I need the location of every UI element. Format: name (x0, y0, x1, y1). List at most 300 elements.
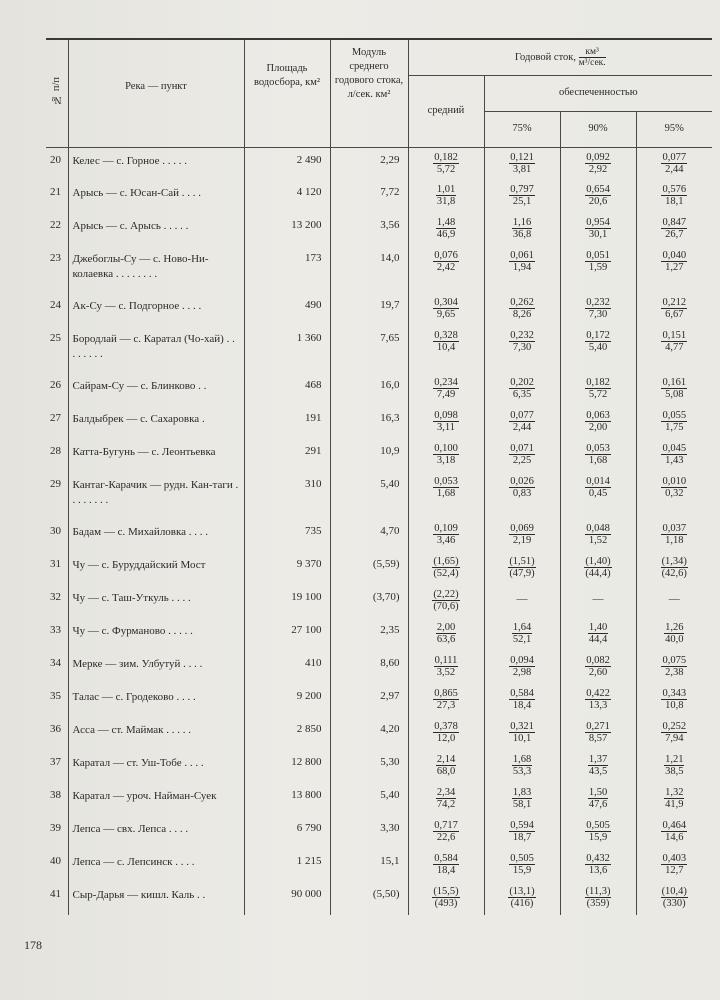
river-station: Лепса — с. Лепсинск . . . . (68, 849, 244, 882)
header-mean: средний (408, 75, 484, 147)
runoff-fraction (588, 754, 608, 777)
runoff-volume-km3: 0,321 (510, 721, 534, 732)
runoff-discharge-m3s: 27,3 (436, 700, 456, 711)
runoff-discharge-m3s: (42,6) (661, 568, 687, 579)
runoff-volume-km3: 0,053 (434, 476, 458, 487)
table-row (46, 246, 712, 293)
runoff-discharge-m3s: 3,11 (437, 422, 455, 433)
runoff-volume-km3: 0,212 (662, 297, 687, 308)
runoff-fraction (585, 377, 611, 400)
runoff-fraction (661, 297, 687, 320)
row-number: 28 (50, 445, 61, 457)
runoff-fraction (661, 152, 687, 175)
runoff-discharge-m3s: 0,32 (665, 488, 684, 499)
runoff-discharge-m3s: 1,75 (665, 422, 684, 433)
runoff-discharge-m3s: 6,67 (665, 309, 684, 320)
runoff-mean (408, 326, 484, 373)
runoff-p95 (636, 684, 712, 717)
runoff-discharge-m3s: 2,38 (665, 667, 684, 678)
runoff-volume-km3: 0,098 (434, 410, 458, 421)
runoff-volume-km3: 0,053 (586, 443, 610, 454)
runoff-volume-km3: 0,584 (434, 853, 458, 864)
runoff-fraction (585, 886, 612, 909)
runoff-fraction (509, 853, 535, 876)
runoff-volume-km3: 0,262 (510, 297, 534, 308)
runoff-volume-km3: 0,151 (662, 330, 687, 341)
runoff-volume-km3: (13,1) (509, 886, 535, 897)
runoff-p95 (636, 373, 712, 406)
runoff-discharge-m3s: (330) (662, 898, 686, 909)
runoff-discharge-m3s: 38,5 (665, 766, 684, 777)
runoff-fraction (588, 787, 608, 810)
runoff-fraction (436, 754, 456, 777)
header-area: Площадь водосбора, км² (244, 39, 330, 147)
runoff-fraction (585, 721, 611, 744)
runoff-fraction (432, 556, 459, 579)
runoff-fraction (661, 820, 687, 843)
runoff-discharge-m3s: 3,52 (436, 667, 456, 678)
runoff-fraction (664, 754, 684, 777)
runoff-fraction (509, 250, 535, 273)
runoff-volume-km3: 0,182 (586, 377, 610, 388)
runoff-discharge-m3s: 0,83 (512, 488, 532, 499)
runoff-fraction (661, 886, 688, 909)
runoff-p90 (560, 406, 636, 439)
runoff-volume-km3: 0,061 (510, 250, 534, 261)
runoff-volume-km3: 0,172 (586, 330, 610, 341)
runoff-modulus: 2,29 (330, 147, 408, 180)
row-number: 24 (50, 299, 61, 311)
runoff-volume-km3: 0,954 (586, 217, 610, 228)
runoff-p90 (560, 717, 636, 750)
catchment-area: 410 (244, 651, 330, 684)
runoff-discharge-m3s: 10,1 (512, 733, 532, 744)
runoff-p95 (636, 439, 712, 472)
runoff-p75 (484, 717, 560, 750)
runoff-fraction (588, 622, 608, 645)
runoff-volume-km3: 0,092 (586, 151, 610, 163)
runoff-fraction (509, 655, 535, 678)
runoff-discharge-m3s: 1,94 (512, 262, 532, 273)
header-num: № п/п (46, 39, 68, 147)
runoff-volume-km3: 0,182 (434, 151, 458, 163)
runoff-volume-km3: (1,51) (509, 556, 535, 567)
runoff-p75 (484, 651, 560, 684)
row-number: 21 (50, 186, 61, 198)
river-station: Асса — ст. Маймак . . . . . (68, 717, 244, 750)
runoff-p95 (636, 180, 712, 213)
table-row (46, 472, 712, 519)
page-number: 178 (24, 938, 42, 952)
runoff-p95 (636, 552, 712, 585)
runoff-modulus: 10,9 (330, 439, 408, 472)
runoff-modulus: 8,60 (330, 651, 408, 684)
runoff-discharge-m3s: 1,18 (665, 535, 684, 546)
runoff-volume-km3: 0,576 (662, 184, 687, 195)
row-number: 40 (50, 855, 61, 867)
runoff-fraction (433, 410, 459, 433)
runoff-p75 (484, 750, 560, 783)
runoff-volume-km3: 0,069 (510, 523, 534, 534)
runoff-modulus: 4,20 (330, 717, 408, 750)
runoff-modulus: 16,0 (330, 373, 408, 406)
river-station: Кантаг-Карачик — рудн. Кан-таги . . . . . . . . (68, 472, 244, 519)
runoff-discharge-m3s: (44,4) (585, 568, 611, 579)
runoff-fraction (661, 330, 687, 353)
row-number: 20 (50, 153, 61, 166)
header-p90: 90% (560, 111, 636, 147)
runoff-p75 (484, 882, 560, 915)
runoff-fraction (509, 443, 535, 466)
runoff-volume-km3: 1,50 (588, 787, 608, 798)
row-number: 36 (50, 723, 61, 735)
no-data-dash: — (516, 593, 528, 605)
row-number: 22 (50, 219, 61, 231)
runoff-fraction (432, 886, 459, 909)
runoff-volume-km3: 1,68 (512, 754, 532, 765)
runoff-volume-km3: 2,00 (436, 622, 456, 633)
runoff-volume-km3: 0,654 (586, 184, 610, 195)
runoff-fraction (433, 297, 459, 320)
runoff-discharge-m3s: 13,6 (588, 865, 608, 876)
runoff-fraction (585, 853, 611, 876)
runoff-p95 (636, 849, 712, 882)
runoff-volume-km3: 0,343 (662, 688, 687, 699)
runoff-mean (408, 618, 484, 651)
runoff-fraction (512, 622, 532, 645)
runoff-discharge-m3s: 47,6 (588, 799, 608, 810)
runoff-p95 (636, 519, 712, 552)
runoff-fraction (661, 184, 687, 207)
runoff-p90 (560, 882, 636, 915)
runoff-mean (408, 406, 484, 439)
runoff-mean (408, 373, 484, 406)
catchment-area: 9 200 (244, 684, 330, 717)
runoff-discharge-m3s: 13,3 (588, 700, 608, 711)
runoff-discharge-m3s: (359) (586, 898, 610, 909)
runoff-volume-km3: 0,082 (586, 655, 610, 666)
runoff-p90 (560, 585, 636, 618)
table-row (46, 406, 712, 439)
runoff-discharge-m3s: 2,42 (436, 262, 456, 273)
header-annual-runoff: Годовой сток, $\frac{\text{км³}}{\text{м³/сек.}}$ (408, 39, 712, 75)
runoff-p90 (560, 651, 636, 684)
runoff-discharge-m3s: 12,7 (665, 865, 684, 876)
runoff-fraction (509, 297, 535, 320)
runoff-p75 (484, 373, 560, 406)
runoff-discharge-m3s: 22,6 (436, 832, 456, 843)
runoff-fraction (433, 688, 459, 711)
runoff-volume-km3: 1,83 (512, 787, 532, 798)
runoff-volume-km3: 2,14 (436, 754, 456, 765)
table-body (46, 147, 712, 915)
catchment-area: 9 370 (244, 552, 330, 585)
runoff-discharge-m3s: 68,0 (436, 766, 456, 777)
header-p75: 75% (484, 111, 560, 147)
runoff-p90 (560, 246, 636, 293)
runoff-volume-km3: 1,64 (512, 622, 532, 633)
runoff-discharge-m3s: 31,8 (436, 196, 456, 207)
runoff-p90 (560, 684, 636, 717)
runoff-mean (408, 293, 484, 326)
runoff-modulus: 5,30 (330, 750, 408, 783)
runoff-discharge-m3s: 20,6 (588, 196, 608, 207)
runoff-discharge-m3s: 2,92 (588, 163, 608, 175)
runoff-discharge-m3s: 7,30 (588, 309, 608, 320)
row-number: 26 (50, 379, 61, 391)
runoff-p90 (560, 552, 636, 585)
runoff-p75 (484, 147, 560, 180)
runoff-discharge-m3s: 9,65 (436, 309, 456, 320)
runoff-volume-km3: 0,109 (434, 523, 458, 534)
runoff-fraction (585, 820, 611, 843)
catchment-area: 13 800 (244, 783, 330, 816)
runoff-fraction (432, 589, 459, 612)
table-row (46, 882, 712, 915)
runoff-modulus: 19,7 (330, 293, 408, 326)
runoff-volume-km3: 0,075 (662, 655, 687, 666)
runoff-volume-km3: 2,34 (436, 787, 456, 798)
runoff-mean (408, 180, 484, 213)
runoff-discharge-m3s: (47,9) (509, 568, 535, 579)
runoff-modulus: 2,35 (330, 618, 408, 651)
row-number: 39 (50, 822, 61, 834)
runoff-fraction (509, 523, 535, 546)
runoff-p95 (636, 147, 712, 180)
runoff-volume-km3: 0,077 (510, 410, 534, 421)
runoff-discharge-m3s: 2,98 (512, 667, 532, 678)
runoff-discharge-m3s: 14,6 (665, 832, 684, 843)
runoff-discharge-m3s: 40,0 (665, 634, 684, 645)
runoff-discharge-m3s: 74,2 (436, 799, 456, 810)
runoff-discharge-m3s: 46,9 (436, 229, 456, 240)
river-station: Арысь — с. Арысь . . . . . (68, 213, 244, 246)
table-row (46, 585, 712, 618)
row-number: 29 (50, 478, 61, 490)
runoff-volume-km3: 0,040 (662, 250, 687, 261)
runoff-p95 (636, 406, 712, 439)
runoff-p75 (484, 293, 560, 326)
runoff-modulus: 2,97 (330, 684, 408, 717)
runoff-p75 (484, 213, 560, 246)
runoff-mean (408, 750, 484, 783)
runoff-p95 (636, 293, 712, 326)
river-station: Бородлай — с. Каратал (Чо-хай) . . . . . . . . (68, 326, 244, 373)
runoff-volume-km3: 0,717 (434, 820, 458, 831)
runoff-volume-km3: 0,010 (662, 476, 687, 487)
runoff-fraction (433, 476, 459, 499)
runoff-fraction (585, 297, 611, 320)
runoff-fraction (585, 330, 611, 353)
river-station: Чу — с. Фурманово . . . . . (68, 618, 244, 651)
runoff-discharge-m3s: 1,52 (588, 535, 608, 546)
row-number: 23 (50, 252, 61, 264)
runoff-p75 (484, 684, 560, 717)
table-row (46, 684, 712, 717)
runoff-fraction (509, 377, 535, 400)
runoff-discharge-m3s: 18,7 (512, 832, 532, 843)
runoff-fraction (509, 721, 535, 744)
runoff-p95 (636, 882, 712, 915)
runoff-discharge-m3s: 1,27 (665, 262, 684, 273)
runoff-volume-km3: 0,121 (510, 151, 534, 163)
runoff-discharge-m3s: 7,30 (512, 342, 532, 353)
row-number: 41 (50, 888, 61, 900)
runoff-fraction (585, 217, 611, 240)
runoff-mean (408, 439, 484, 472)
runoff-discharge-m3s: 0,45 (588, 488, 608, 499)
runoff-volume-km3: 0,202 (510, 377, 534, 388)
catchment-area: 1 215 (244, 849, 330, 882)
runoff-fraction (661, 523, 687, 546)
runoff-p75 (484, 783, 560, 816)
runoff-fraction (585, 476, 611, 499)
runoff-volume-km3: 1,26 (665, 622, 684, 633)
catchment-area: 12 800 (244, 750, 330, 783)
runoff-fraction (661, 688, 687, 711)
row-number: 38 (50, 789, 61, 801)
runoff-p90 (560, 213, 636, 246)
river-station: Мерке — зим. Улбутуй . . . . (68, 651, 244, 684)
row-number: 27 (50, 412, 61, 424)
row-number: 30 (50, 525, 61, 537)
table-row (46, 439, 712, 472)
runoff-volume-km3: 0,094 (510, 655, 534, 666)
river-station: Ак-Су — с. Подгорное . . . . (68, 293, 244, 326)
runoff-p95 (636, 246, 712, 293)
runoff-modulus: 5,40 (330, 783, 408, 816)
runoff-p95 (636, 651, 712, 684)
catchment-area: 90 000 (244, 882, 330, 915)
header-provision: обеспеченностью (484, 75, 712, 111)
runoff-volume-km3: 0,252 (662, 721, 687, 732)
runoff-p90 (560, 849, 636, 882)
runoff-fraction (585, 410, 611, 433)
runoff-p90 (560, 519, 636, 552)
runoff-modulus: (3,70) (330, 585, 408, 618)
runoff-fraction (585, 655, 611, 678)
runoff-discharge-m3s: 25,1 (512, 196, 532, 207)
runoff-mean (408, 147, 484, 180)
runoff-volume-km3: 0,403 (662, 853, 687, 864)
row-number: 25 (50, 332, 61, 344)
runoff-discharge-m3s: 1,59 (588, 262, 608, 273)
runoff-volume-km3: 0,014 (586, 476, 610, 487)
runoff-fraction (436, 184, 456, 207)
runoff-discharge-m3s: 3,18 (436, 455, 456, 466)
runoff-mean (408, 717, 484, 750)
river-station: Арысь — с. Юсан-Сай . . . . (68, 180, 244, 213)
runoff-mean (408, 849, 484, 882)
runoff-fraction (661, 556, 688, 579)
runoff-modulus: 4,70 (330, 519, 408, 552)
river-station: Лепса — свх. Лепса . . . . (68, 816, 244, 849)
runoff-discharge-m3s: 5,72 (436, 163, 456, 175)
header-p95: 95% (636, 111, 712, 147)
runoff-p75 (484, 246, 560, 293)
runoff-unit: $\frac{\text{км³}}{\text{м³/сек.}}$ (578, 46, 606, 68)
runoff-fraction (509, 410, 535, 433)
row-number: 32 (50, 591, 61, 603)
runoff-discharge-m3s: 30,1 (588, 229, 608, 240)
runoff-volume-km3: 0,161 (662, 377, 687, 388)
table-row (46, 180, 712, 213)
runoff-fraction (661, 217, 687, 240)
runoff-discharge-m3s: 5,08 (665, 389, 684, 400)
runoff-fraction (661, 853, 687, 876)
runoff-discharge-m3s: 18,4 (436, 865, 456, 876)
runoff-fraction (584, 556, 611, 579)
runoff-fraction (509, 820, 535, 843)
runoff-volume-km3: 0,045 (662, 443, 687, 454)
runoff-volume-km3: 0,865 (434, 688, 458, 699)
runoff-p90 (560, 180, 636, 213)
runoff-mean (408, 585, 484, 618)
runoff-volume-km3: 0,076 (434, 250, 458, 261)
runoff-mean (408, 684, 484, 717)
runoff-discharge-m3s: 2,44 (665, 163, 684, 175)
row-number: 34 (50, 657, 61, 669)
runoff-discharge-m3s: 10,8 (665, 700, 684, 711)
runoff-discharge-m3s: 52,1 (512, 634, 532, 645)
runoff-fraction (661, 476, 687, 499)
runoff-volume-km3: 0,063 (586, 410, 610, 421)
runoff-p95 (636, 213, 712, 246)
catchment-area: 2 850 (244, 717, 330, 750)
runoff-p75 (484, 180, 560, 213)
runoff-fraction (433, 523, 459, 546)
runoff-modulus: (5,59) (330, 552, 408, 585)
river-station: Сыр-Дарья — кишл. Каль . . (68, 882, 244, 915)
runoff-discharge-m3s: 15,9 (588, 832, 608, 843)
runoff-fraction (433, 330, 459, 353)
runoff-volume-km3: 0,847 (662, 217, 687, 228)
runoff-volume-km3: (2,22) (433, 589, 459, 600)
runoff-discharge-m3s: 8,26 (512, 309, 532, 320)
runoff-fraction (585, 523, 611, 546)
runoff-fraction (434, 655, 459, 678)
row-number: 33 (50, 624, 61, 636)
runoff-fraction (436, 787, 456, 810)
runoff-fraction (433, 377, 459, 400)
runoff-p90 (560, 373, 636, 406)
catchment-area: 2 490 (244, 147, 330, 180)
runoff-p90 (560, 618, 636, 651)
runoff-fraction (508, 886, 535, 909)
runoff-discharge-m3s: 7,94 (665, 733, 684, 744)
runoff-discharge-m3s: (493) (434, 898, 458, 909)
runoff-discharge-m3s: 41,9 (665, 799, 684, 810)
runoff-discharge-m3s: (416) (510, 898, 534, 909)
runoff-discharge-m3s: 6,35 (512, 389, 532, 400)
runoff-modulus: 3,30 (330, 816, 408, 849)
runoff-fraction (512, 217, 532, 240)
catchment-area: 291 (244, 439, 330, 472)
runoff-discharge-m3s: 18,4 (512, 700, 532, 711)
table-row (46, 750, 712, 783)
runoff-p90 (560, 816, 636, 849)
catchment-area: 6 790 (244, 816, 330, 849)
catchment-area: 19 100 (244, 585, 330, 618)
runoff-fraction (433, 152, 459, 175)
table-row (46, 717, 712, 750)
runoff-discharge-m3s: 2,00 (588, 422, 608, 433)
runoff-fraction (509, 688, 535, 711)
river-station: Келес — с. Горное . . . . . (68, 147, 244, 180)
runoff-discharge-m3s: 4,77 (665, 342, 684, 353)
table-row (46, 373, 712, 406)
runoff-mean (408, 519, 484, 552)
